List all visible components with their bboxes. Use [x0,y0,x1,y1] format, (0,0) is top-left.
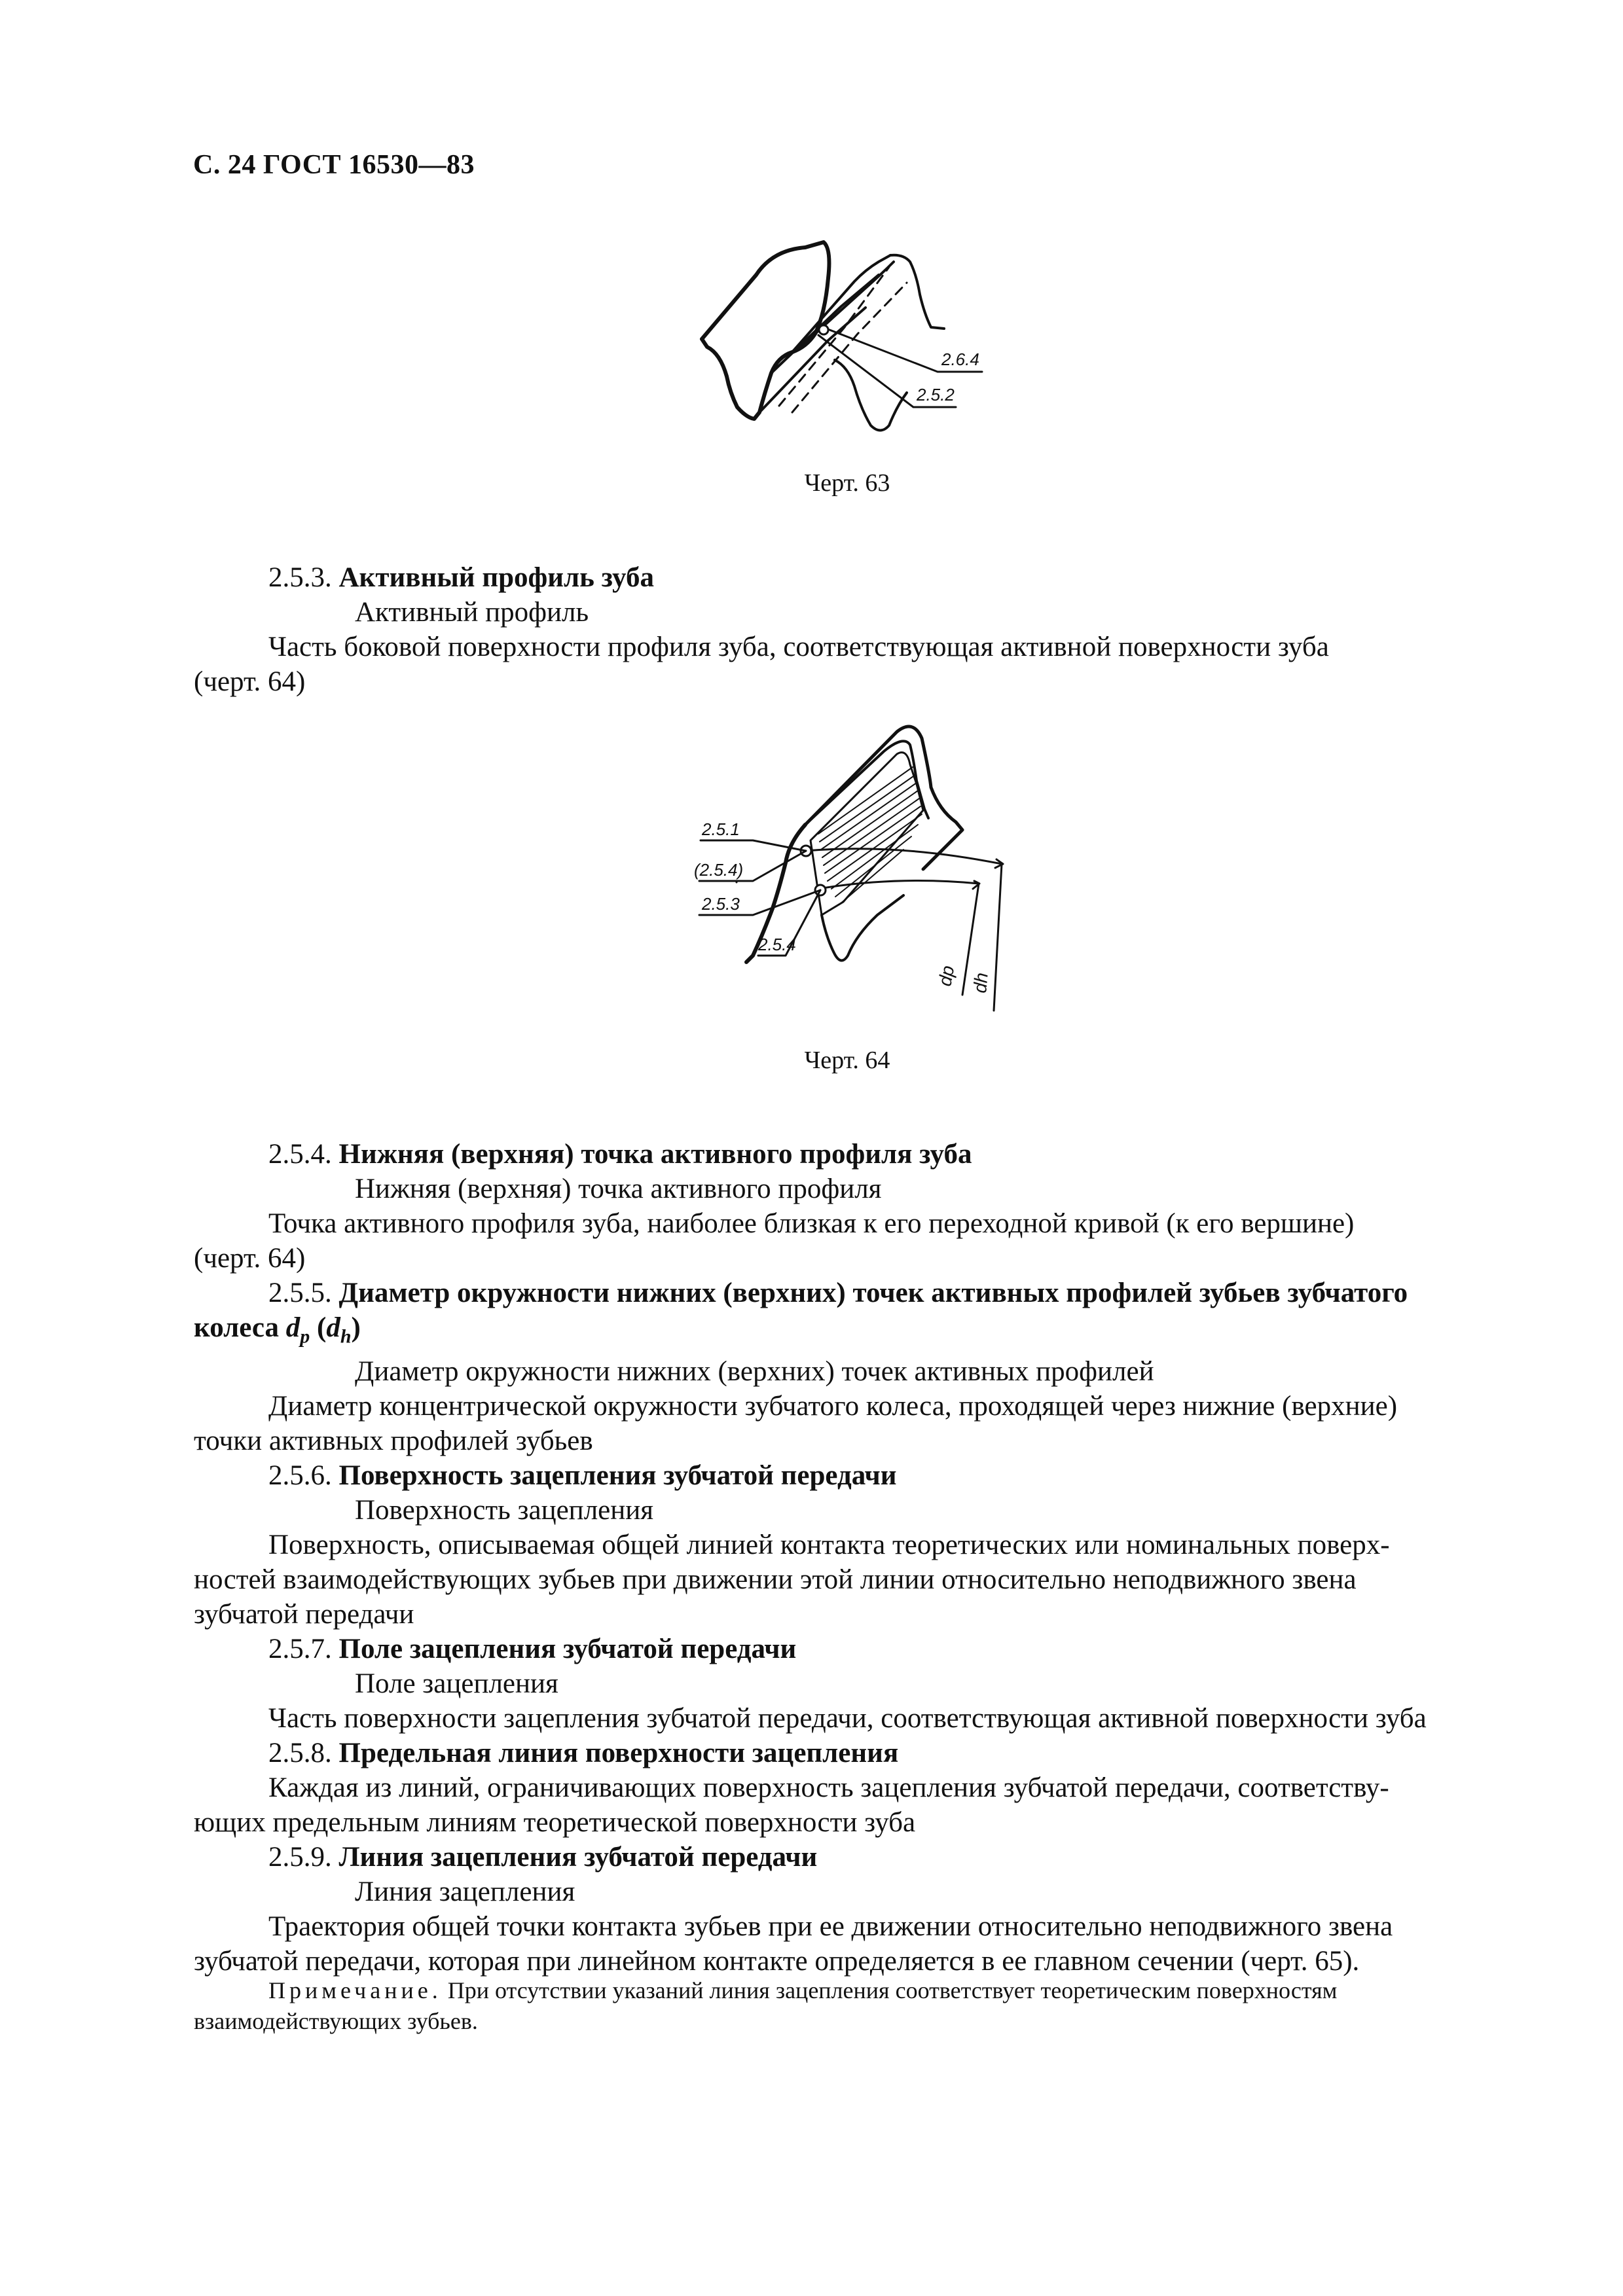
fig64-label-dp: dp [934,963,958,988]
term-short: Поверхность зацепления [355,1494,654,1526]
term-title: Активный профиль зуба [338,562,654,593]
symbol-dp: $d_p$ [285,1312,310,1348]
term-title-line1: Диаметр окружности нижних (верхних) точек активных профилей зубьев зубчатого [338,1278,1408,1308]
term-title: Поле зацепления зубчатой передачи [338,1633,797,1664]
term-title [194,1276,1499,1310]
term-definition: Каждая из линий, ограничивающих поверхность зацепления зубчатой передачи, соответству- [268,1772,1389,1803]
term-title: Предельная линия поверхности зацепления [338,1737,899,1768]
term-definition: Точка активного профиля зуба, наиболее близкая к его переходной кривой (к его вершине) [268,1208,1355,1239]
note-label: Примечание. [268,1977,442,2003]
sections-254-259 [194,1137,1499,1979]
term-definition-cont: (черт. 64) [194,666,306,697]
fig64-label-254-paren: (2.5.4) [694,860,744,880]
note-text: При отсутствии указаний линия зацепления соответствует теоретическим поверхностям [447,1977,1338,2003]
term-title-line2: колеса [194,1312,279,1343]
term-definition-cont: зубчатой передачи, которая при линейном контакте определяется в ее главном сечении (черт. 65). [194,1945,1360,1977]
figure-63-caption: Черт. 63 [804,469,890,497]
section-number: 2.5.9. [268,1841,332,1873]
term-definition-cont: зубчатой передачи [194,1598,414,1630]
term-short: Нижняя (верхняя) точка активного профиля [355,1174,882,1204]
section-number: 2.5.8. [268,1737,332,1768]
symbol-dh: $d_h$ [326,1312,352,1348]
term-title: Нижняя (верхняя) точка активного профиля зуба [338,1139,972,1170]
term-title: Линия зацепления зубчатой передачи [338,1841,818,1873]
term-definition: Поверхность, описываемая общей линией контакта теоретических или номинальных поверх- [268,1529,1390,1560]
figure-64-caption: Черт. 64 [804,1047,890,1074]
term-title: Поверхность зацепления зубчатой передачи [338,1460,897,1491]
term-title-cont: колеса $d_p$ $(d_h)$ [194,1312,361,1348]
figure-63-drawing [694,236,1008,445]
fig63-label-252: 2.5.2 [917,385,955,404]
term-definition-cont: ностей взаимодействующих зубьев при движении этой линии относительно неподвижного звена [194,1564,1357,1595]
term-definition-cont: точки активных профилей зубьев [194,1425,593,1456]
fig64-label-dh: dh [970,971,992,994]
section-253 [194,560,1499,699]
section-number: 2.5.4. [268,1139,332,1170]
term-short: Активный профиль [355,597,589,628]
note [194,1975,1499,2037]
section-number: 2.5.3. [268,562,332,593]
term-short: Линия зацепления [355,1876,575,1907]
note-text-cont: взаимодействующих зубьев. [194,2008,478,2034]
term-short: Диаметр окружности нижних (верхних) точек активных профилей [355,1355,1154,1387]
term-definition: Траектория общей точки контакта зубьев при ее движении относительно неподвижного звена [268,1910,1393,1942]
term-definition-cont: (черт. 64) [194,1243,306,1274]
term-short: Поле зацепления [355,1668,558,1699]
fig63-label-264: 2.6.4 [941,350,979,369]
term-definition-cont: ющих предельным линиям теоретической поверхности зуба [194,1806,916,1838]
fig64-label-253: 2.5.3 [702,894,740,914]
section-number: 2.5.5. [268,1278,332,1308]
page-header: С. 24 ГОСТ 16530—83 [193,150,475,180]
section-number: 2.5.6. [268,1460,332,1491]
term-definition: Диаметр концентрической окружности зубчатого колеса, проходящей через нижние (верхние) [268,1390,1398,1422]
term-definition: Часть боковой поверхности профиля зуба, соответствующая активной поверхности зуба [268,632,1329,662]
term-definition: Часть поверхности зацепления зубчатой передачи, соответствующая активной поверхности зуба [268,1702,1427,1734]
fig64-label-251: 2.5.1 [702,819,740,839]
fig64-label-254: 2.5.4 [758,935,796,954]
section-number: 2.5.7. [268,1633,332,1664]
figure-64-drawing [681,712,1048,1013]
